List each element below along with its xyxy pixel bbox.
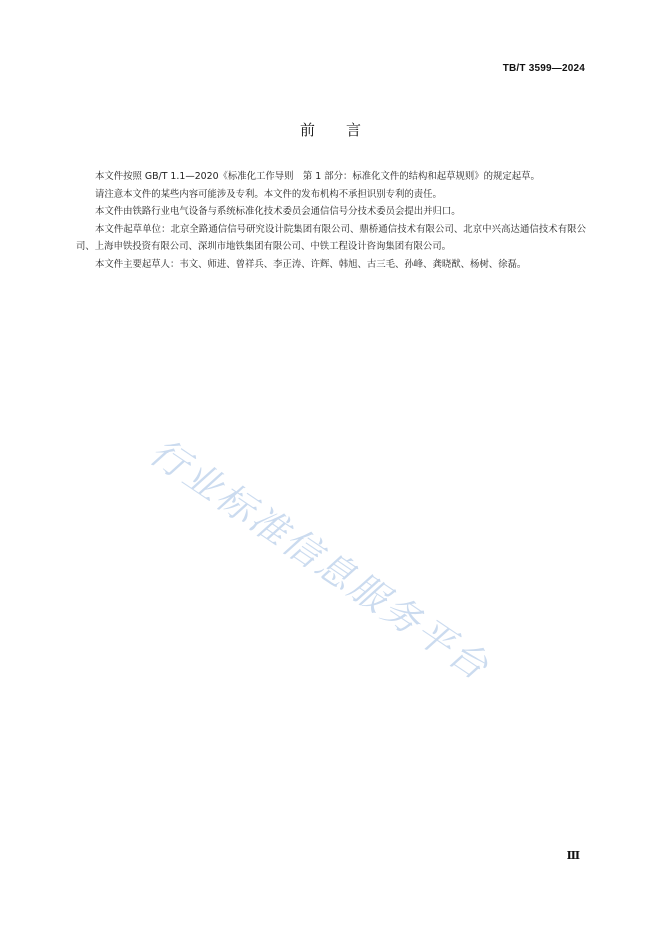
paragraph-drafters: 本文件主要起草人：韦文、师进、曾祥兵、李正涛、许辉、韩旭、古三毛、孙峰、龚晓猷、杨树、徐磊。 <box>95 258 527 270</box>
standard-code: TB/T 3599—2024 <box>502 63 585 74</box>
paragraph-drafting-units: 本文件起草单位：北京全路通信信号研究设计院集团有限公司、鼎桥通信技术有限公司、北京中兴高达通信技术有限公司、上海申铁投资有限公司、深圳市地铁集团有限公司、中铁工程设计咨询集团有限公司。 <box>76 223 586 252</box>
title-char-2: 言 <box>346 121 363 139</box>
paragraph-patent-notice: 请注意本文件的某些内容可能涉及专利。本文件的发布机构不承担识别专利的责任。 <box>95 188 442 200</box>
page-title <box>0 119 662 140</box>
foreword-body <box>76 168 586 273</box>
paragraph-drafting-rules: 本文件按照 GB/T 1.1—2020《标准化工作导则 第 1 部分：标准化文件的结构和起草规则》的规定起草。 <box>95 171 540 182</box>
watermark: 行业标准信息服务平台 <box>142 430 498 690</box>
page-number: Ⅲ <box>566 849 580 862</box>
title-char-1: 前 <box>299 121 316 139</box>
paragraph-proposer: 本文件由铁路行业电气设备与系统标准化技术委员会通信信号分技术委员会提出并归口。 <box>95 206 461 217</box>
